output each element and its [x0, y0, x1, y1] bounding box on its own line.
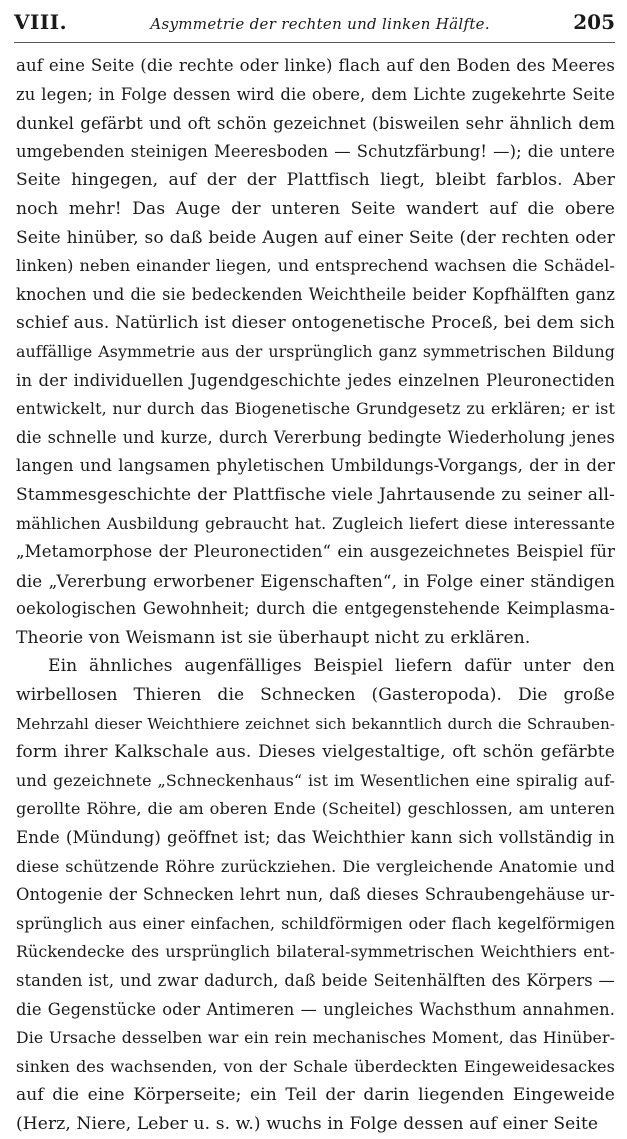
text-line: Theorie von Weismann ist sie überhaupt nicht zu erklären. — [16, 627, 531, 648]
text-line: (Herz, Niere, Leber u. s. w.) wuchs in Folge dessen auf einer Seite — [16, 1113, 599, 1134]
paragraph — [16, 652, 615, 1138]
text-line: Ein ähnliches augenfälliges Beispiel liefern dafür unter den — [48, 656, 615, 677]
paragraph — [16, 52, 615, 652]
text-line: in der individuellen Jugendgeschichte jedes einzelnen Pleuronectiden — [16, 370, 615, 390]
running-title: Asymmetrie der rechten und linken Hälfte. — [150, 15, 490, 33]
text-line: die schnelle und kurze, durch Vererbung bedingte Wiederholung jenes — [16, 427, 615, 447]
text-line: linken) neben einander liegen, und entsprechend wachsen die Schädel- — [16, 256, 615, 276]
text-line: wirbellosen Thieren die Schnecken (Gasteropoda). Die große — [16, 685, 615, 706]
text-line: die Gegenstücke oder Antimeren — ungleiches Wachsthum annahmen. — [16, 999, 615, 1019]
text-line: gerollte Röhre, die am oberen Ende (Scheitel) geschlossen, am unteren — [16, 799, 615, 819]
text-line: noch mehr! Das Auge der unteren Seite wandert auf die obere — [16, 198, 615, 219]
text-line: langen und langsamen phyletischen Umbildungs-Vorgangs, der in der — [16, 456, 615, 476]
text-line: Seite hingegen, auf der der Plattfisch liegt, bleibt farblos. Aber — [16, 170, 615, 191]
text-line: auffällige Asymmetrie aus der ursprünglich ganz symmetrischen Bildung — [16, 341, 615, 361]
text-line: dunkel gefärbt und oft schön gezeichnet (bisweilen sehr ähnlich dem — [16, 113, 615, 134]
text-line: Die Ursache desselben war ein rein mechanisches Moment, das Hinüber- — [16, 1028, 615, 1048]
text-line: und gezeichnete „Schneckenhaus“ ist im Wesentlichen eine spiralig auf- — [16, 770, 615, 790]
text-line: zu legen; in Folge dessen wird die obere, dem Lichte zugekehrte Seite — [16, 84, 615, 104]
text-line: die „Vererbung erworbener Eigenschaften“, in Folge einer ständigen — [16, 570, 615, 591]
text-line: schief aus. Natürlich ist dieser ontogenetische Proceß, bei dem sich — [16, 313, 615, 334]
text-line: umgebenden steinigen Meeresboden — Schutzfärbung! —); die untere — [16, 141, 615, 161]
text-line: mählichen Ausbildung gebraucht hat. Zugleich liefert diese interessante — [16, 513, 615, 533]
text-line: auf die eine Körperseite; ein Teil der darin liegenden Eingeweide — [16, 1085, 615, 1106]
text-line: entwickelt, nur durch das Biogenetische Grundgesetz zu erklären; er ist — [16, 399, 615, 419]
text-line: Seite hinüber, so daß beide Augen auf einer Seite (der rechten oder — [16, 227, 615, 248]
text-line: Ontogenie der Schnecken lehrt nun, daß dieses Schraubengehäuse ur- — [16, 885, 615, 905]
text-line: Rückendecke des ursprünglich bilateral-symmetrischen Weichthiers ent- — [16, 942, 615, 962]
body-text — [16, 52, 615, 1139]
text-line: Ende (Mündung) geöffnet ist; das Weichthier kann sich vollständig in — [16, 828, 615, 848]
text-line: diese schützende Röhre zurückziehen. Die vergleichende Anatomie und — [16, 856, 615, 876]
text-line: standen ist, und zwar dadurch, daß beide Seitenhälften des Körpers — — [16, 971, 615, 990]
text-line: sprünglich aus einer einfachen, schildförmigen oder flach kegelförmigen — [16, 913, 615, 933]
text-line: oekologischen Gewohnheit; durch die entgegenstehende Keimplasma- — [16, 599, 615, 619]
text-line: Mehrzahl dieser Weichthiere zeichnet sich bekanntlich durch die Schrauben- — [16, 714, 615, 733]
text-line: knochen und die sie bedeckenden Weichtheile beider Kopfhälften ganz — [16, 284, 615, 304]
text-line: „Metamorphose der Pleuronectiden“ ein ausgezeichnetes Beispiel für — [16, 542, 615, 562]
page-number: 205 — [573, 10, 615, 34]
running-header — [14, 10, 615, 43]
text-line: form ihrer Kalkschale aus. Dieses vielgestaltige, oft schön gefärbte — [16, 742, 615, 763]
text-line: Stammesgeschichte der Plattfische viele Jahrtausende zu seiner all- — [16, 484, 615, 505]
chapter-number: VIII. — [14, 10, 68, 34]
text-line: auf eine Seite (die rechte oder linke) flach auf den Boden des Meeres — [16, 56, 615, 75]
text-line: sinken des wachsenden, von der Schale überdeckten Eingeweidesackes — [16, 1056, 615, 1076]
